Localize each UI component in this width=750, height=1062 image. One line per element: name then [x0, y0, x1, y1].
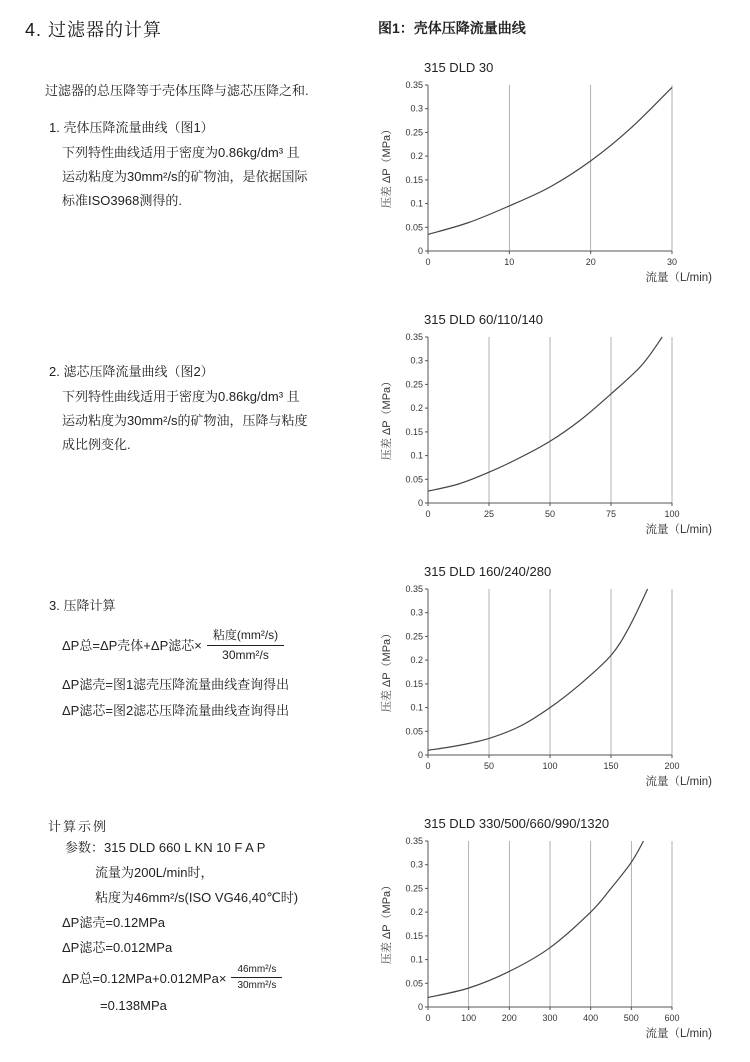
left-column	[25, 16, 380, 1019]
svg-text:0.2: 0.2	[410, 151, 423, 162]
svg-text:0.25: 0.25	[405, 379, 423, 390]
figure-header: 图1：壳体压降流量曲线	[378, 20, 526, 36]
chart-block-315-dld-60-110-140	[378, 312, 738, 537]
svg-text:75: 75	[605, 509, 617, 519]
formula-notes	[62, 672, 380, 724]
section-1-line-3: 标准ISO3968测得的.	[62, 193, 182, 208]
calculation-example	[25, 816, 380, 1019]
section-3-heading: 3. 压降计算	[49, 598, 116, 613]
svg-text:0.35: 0.35	[405, 80, 423, 90]
section-1-line-1: 下列特性曲线适用于密度为0.86kg/dm³ 且	[62, 145, 300, 160]
section-2-line-3: 成比例变化.	[62, 437, 131, 452]
chart-block-315-dld-30	[378, 60, 738, 285]
svg-text:0.35: 0.35	[405, 836, 423, 846]
svg-text:0.1: 0.1	[410, 954, 423, 965]
example-params: 参数：315 DLD 660 L KN 10 F A P	[65, 840, 266, 855]
chart-title: 315 DLD 60/110/140	[424, 312, 544, 327]
svg-text:0.25: 0.25	[405, 631, 423, 642]
chart-title: 315 DLD 30	[424, 60, 494, 75]
intro-text: 过滤器的总压降等于壳体压降与滤芯压降之和.	[45, 83, 309, 98]
y-axis-label-wrap	[378, 79, 394, 269]
formula-note-1: ΔP滤壳=图1滤壳压降流量曲线查询得出	[62, 677, 290, 692]
line-chart	[394, 583, 686, 773]
svg-text:0: 0	[425, 509, 431, 519]
chart-body	[378, 583, 738, 773]
line-chart	[394, 835, 686, 1025]
svg-text:0.3: 0.3	[410, 355, 423, 366]
y-axis-label-wrap	[378, 835, 394, 1025]
svg-text:200: 200	[664, 761, 680, 771]
section-2-body	[62, 385, 380, 457]
svg-text:0.1: 0.1	[410, 198, 423, 209]
svg-text:0.2: 0.2	[410, 655, 423, 666]
svg-text:50: 50	[544, 509, 556, 519]
figure-column	[378, 18, 738, 1062]
x-axis-label: 流量（L/min)	[645, 776, 712, 788]
svg-text:0.25: 0.25	[405, 127, 423, 138]
svg-text:100: 100	[542, 761, 558, 771]
chart-block-315-dld-330-1320	[378, 816, 738, 1041]
svg-text:0: 0	[417, 246, 423, 256]
chart-body	[378, 331, 738, 521]
line-chart	[394, 79, 686, 269]
svg-text:100: 100	[461, 1013, 477, 1023]
example-total-lhs: ΔP总=0.12MPa+0.012MPa×	[62, 971, 227, 986]
svg-text:100: 100	[664, 509, 680, 519]
example-dp-shell: ΔP滤壳=0.12MPa	[62, 915, 165, 930]
svg-text:0.15: 0.15	[405, 174, 423, 185]
svg-text:0: 0	[417, 498, 423, 508]
y-axis-label: 压差 ΔP（MPa）	[381, 628, 393, 713]
example-flow: 流量为200L/min时，	[95, 865, 214, 880]
svg-text:0.2: 0.2	[410, 907, 423, 918]
formula-numerator: 粘度(mm²/s)	[207, 626, 284, 646]
svg-text:0.35: 0.35	[405, 332, 423, 342]
svg-text:0.35: 0.35	[405, 584, 423, 594]
section-element-curve	[25, 361, 380, 457]
svg-text:0.25: 0.25	[405, 883, 423, 894]
y-axis-label-wrap	[378, 583, 394, 773]
svg-text:0.15: 0.15	[405, 678, 423, 689]
chart-title: 315 DLD 330/500/660/990/1320	[424, 816, 610, 831]
pressure-drop-formula	[62, 626, 380, 662]
chart-title: 315 DLD 160/240/280	[424, 564, 552, 579]
svg-text:0: 0	[417, 1002, 423, 1012]
svg-text:0.15: 0.15	[405, 426, 423, 437]
svg-text:0.1: 0.1	[410, 450, 423, 461]
svg-text:0.3: 0.3	[410, 859, 423, 870]
example-total-denominator: 30mm²/s	[237, 980, 277, 991]
svg-text:0: 0	[417, 750, 423, 760]
y-axis-label: 压差 ΔP（MPa）	[381, 880, 393, 965]
svg-text:0: 0	[425, 1013, 431, 1023]
svg-text:30: 30	[666, 257, 678, 267]
svg-text:0.2: 0.2	[410, 403, 423, 414]
chart-body	[378, 79, 738, 269]
chart-body	[378, 835, 738, 1025]
section-pressure-calc	[25, 595, 380, 724]
svg-text:0: 0	[425, 761, 431, 771]
svg-text:0.05: 0.05	[405, 222, 423, 233]
example-total-numerator: 46mm²/s	[231, 964, 282, 978]
example-total-formula	[62, 964, 380, 991]
svg-text:0.15: 0.15	[405, 930, 423, 941]
svg-text:10: 10	[504, 257, 515, 267]
svg-text:300: 300	[542, 1013, 558, 1023]
svg-text:20: 20	[585, 257, 596, 267]
svg-text:150: 150	[603, 761, 619, 771]
y-axis-label: 压差 ΔP（MPa）	[381, 124, 393, 209]
svg-text:0.3: 0.3	[410, 103, 423, 114]
svg-text:0.3: 0.3	[410, 607, 423, 618]
x-axis-label: 流量（L/min)	[645, 1028, 712, 1040]
section-1-body	[62, 141, 380, 213]
page-title: 4. 过滤器的计算	[25, 20, 163, 40]
svg-text:400: 400	[583, 1013, 599, 1023]
x-axis-label: 流量（L/min)	[645, 272, 712, 284]
section-housing-curve	[25, 117, 380, 213]
section-1-line-2: 运动粘度为30mm²/s的矿物油，是依据国际	[62, 169, 308, 184]
example-result: =0.138MPa	[100, 998, 167, 1013]
svg-text:500: 500	[623, 1013, 639, 1023]
svg-text:0.05: 0.05	[405, 474, 423, 485]
example-total-fraction	[231, 964, 282, 991]
svg-text:200: 200	[501, 1013, 517, 1023]
line-chart	[394, 331, 686, 521]
svg-text:0.05: 0.05	[405, 978, 423, 989]
svg-text:0.1: 0.1	[410, 702, 423, 713]
x-axis-label: 流量（L/min)	[645, 524, 712, 536]
section-2-line-2: 运动粘度为30mm²/s的矿物油，压降与粘度	[62, 413, 308, 428]
example-dp-element: ΔP滤芯=0.012MPa	[62, 940, 173, 955]
formula-lhs: ΔP总=ΔP壳体+ΔP滤芯×	[62, 637, 202, 653]
svg-text:0: 0	[425, 257, 431, 267]
svg-text:0.05: 0.05	[405, 726, 423, 737]
formula-denominator: 30mm²/s	[222, 648, 269, 662]
section-1-heading: 1. 壳体压降流量曲线（图1）	[49, 120, 214, 135]
example-viscosity: 粘度为46mm²/s(ISO VG46,40℃时)	[95, 890, 299, 905]
formula-fraction	[207, 626, 284, 662]
svg-text:600: 600	[664, 1013, 680, 1023]
section-2-heading: 2. 滤芯压降流量曲线（图2）	[49, 364, 214, 379]
svg-text:25: 25	[483, 509, 495, 519]
example-heading: 计算示例	[48, 819, 109, 834]
y-axis-label-wrap	[378, 331, 394, 521]
svg-text:50: 50	[483, 761, 495, 771]
chart-block-315-dld-160-240-280	[378, 564, 738, 789]
section-2-line-1: 下列特性曲线适用于密度为0.86kg/dm³ 且	[62, 389, 300, 404]
y-axis-label: 压差 ΔP（MPa）	[381, 376, 393, 461]
formula-note-2: ΔP滤芯=图2滤芯压降流量曲线查询得出	[62, 703, 290, 718]
